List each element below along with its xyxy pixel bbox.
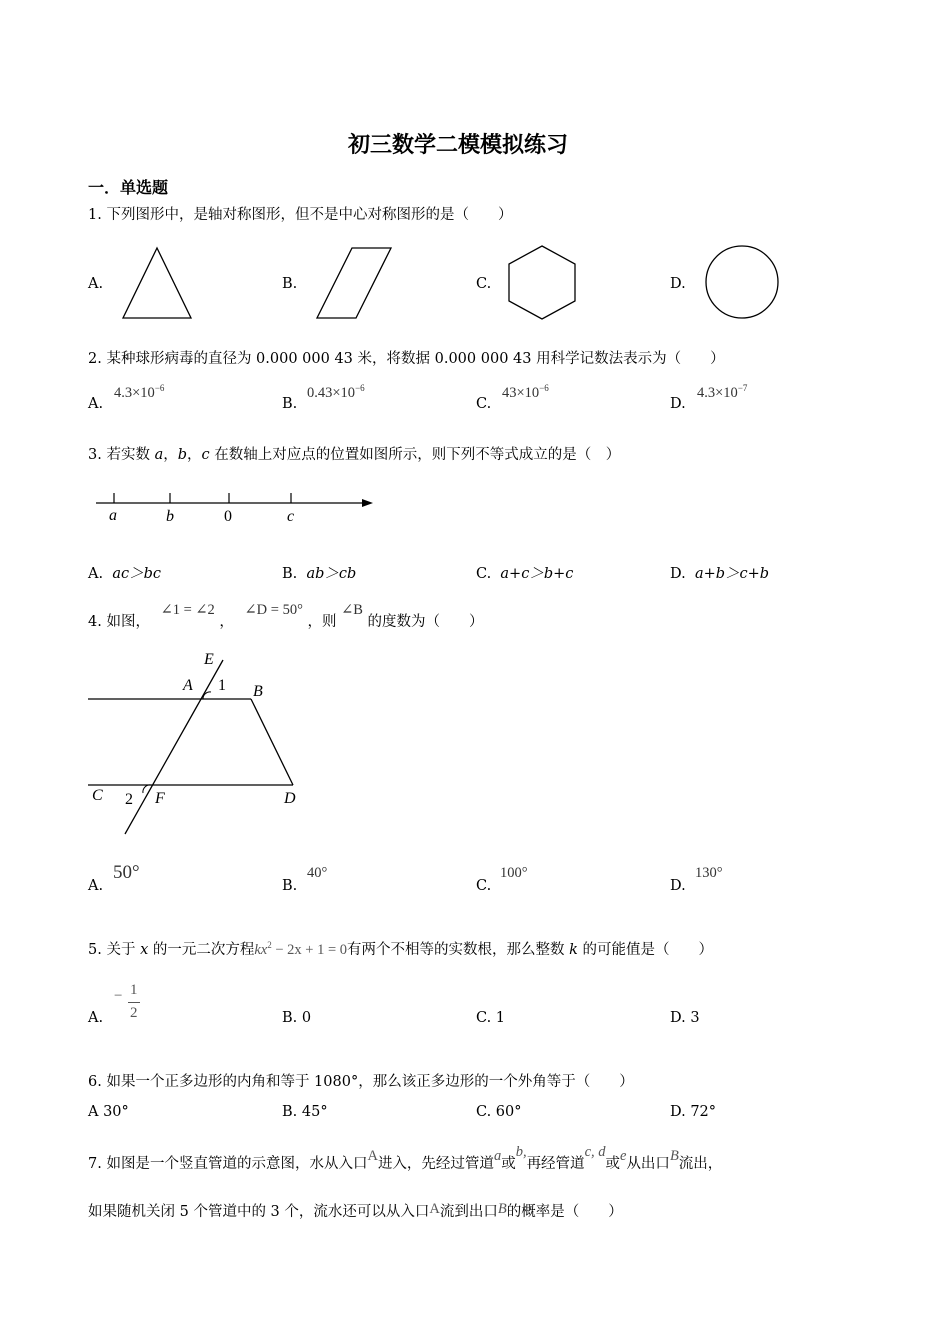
q5-option-d: D. 3 [670, 1010, 700, 1026]
q4-option-a-value: 50° [113, 862, 140, 883]
q1-stem: 1. 下列图形中，是轴对称图形，但不是中心对称图形的是（ ） [88, 207, 513, 223]
q3-option-d: D. a+b＞c+b [670, 566, 770, 582]
triangle-shape [120, 245, 195, 323]
q2-option-d-label: D. [670, 396, 686, 412]
q4-option-c-label: C. [476, 878, 492, 894]
parallelogram-shape [313, 245, 395, 323]
q2-option-b-value: $0.43\times 10^{-6}$ [307, 383, 365, 401]
q4-stem: 4. 如图， ∠1 = ∠2 ， ∠D = 50° ，则 ∠B 的度数为（ ） [88, 602, 484, 630]
q6-option-d: D. 72° [670, 1104, 717, 1120]
q2-option-a-label: A. [88, 396, 104, 412]
q2-option-b-label: B. [282, 396, 298, 412]
q6-option-a: A 30° [88, 1104, 129, 1120]
axis-label-zero: 0 [224, 508, 232, 525]
q6-option-c: C. 60° [476, 1104, 522, 1120]
q6-stem: 6. 如果一个正多边形的内角和等于 1080°，那么该正多边形的一个外角等于（ ） [88, 1074, 634, 1090]
fig-label-b: B [253, 683, 263, 700]
q1-option-d-label: D. [670, 276, 686, 292]
fig-label-d: D [284, 790, 296, 807]
q3-option-a: A. ac＞bc [88, 566, 161, 582]
q3-option-b: B. ab＞cb [282, 566, 357, 582]
q5-option-a-label: A. [88, 1010, 104, 1026]
fig-label-c: C [92, 787, 103, 804]
hexagon-shape [506, 243, 580, 323]
q4-option-b-label: B. [282, 878, 298, 894]
q5-option-a-denominator: 2 [130, 1005, 138, 1021]
q1-option-a-label: A. [88, 276, 104, 292]
axis-label-b: b [166, 508, 174, 525]
q4-option-d-value: 130° [695, 865, 723, 881]
q6-option-b: B. 45° [282, 1104, 328, 1120]
q3-option-c: C. a+c＞b+c [476, 566, 574, 582]
axis-label-a: a [109, 507, 117, 524]
fig-label-e: E [204, 651, 214, 668]
q7-line1: 7. 如图是一个竖直管道的示意图，水从入口A进入，先经过管道a或b,再经管道c, d或e从出口B流出， [88, 1144, 723, 1172]
fig-label-a: A [183, 677, 193, 694]
q2-stem: 2. 某种球形病毒的直径为 0.000 000 43 米，将数据 0.000 000 43 用科学记数法表示为（ ） [88, 351, 725, 367]
q7-line2: 如果随机关闭 5 个管道中的 3 个，流水还可以从入口A流到出口B的概率是（ ） [88, 1201, 623, 1220]
q2-option-d-value: $4.3\times 10^{-7}$ [697, 383, 748, 401]
fig-label-1: 1 [218, 677, 226, 694]
q5-option-b: B. 0 [282, 1010, 312, 1026]
circle-shape [703, 243, 783, 323]
q2-option-c-value: $43\times 10^{-6}$ [502, 383, 549, 401]
q2-option-c-label: C. [476, 396, 492, 412]
q5-option-c: C. 1 [476, 1010, 506, 1026]
q4-option-c-value: 100° [500, 865, 528, 881]
q4-option-b-value: 40° [307, 865, 328, 881]
fraction-bar [128, 1002, 140, 1003]
q3-stem: 3. 若实数 a，b，c 在数轴上对应点的位置如图所示，则下列不等式成立的是（ ） [88, 447, 621, 463]
q4-option-a-label: A. [88, 878, 104, 894]
fig-label-f: F [155, 790, 165, 807]
page-title: 初三数学二模模拟练习 [348, 132, 569, 158]
fig-label-2: 2 [125, 791, 133, 808]
q5-option-a-minus: − [114, 988, 123, 1004]
q1-option-c-label: C. [476, 276, 492, 292]
number-line-figure [90, 488, 380, 533]
q2-option-a-value: $4.3\times 10^{-6}$ [114, 383, 165, 401]
q5-stem: 5. 关于 x 的一元二次方程$kx^2 - 2x + 1 = 0$有两个不相等的实数根，那么整数 k 的可能值是（ ） [88, 940, 714, 958]
q1-option-b-label: B. [282, 276, 298, 292]
section-heading: 一．单选题 [88, 178, 169, 197]
axis-label-c: c [287, 508, 295, 525]
q4-option-d-label: D. [670, 878, 686, 894]
geometry-figure [85, 650, 310, 840]
q5-option-a-numerator: 1 [130, 982, 138, 998]
